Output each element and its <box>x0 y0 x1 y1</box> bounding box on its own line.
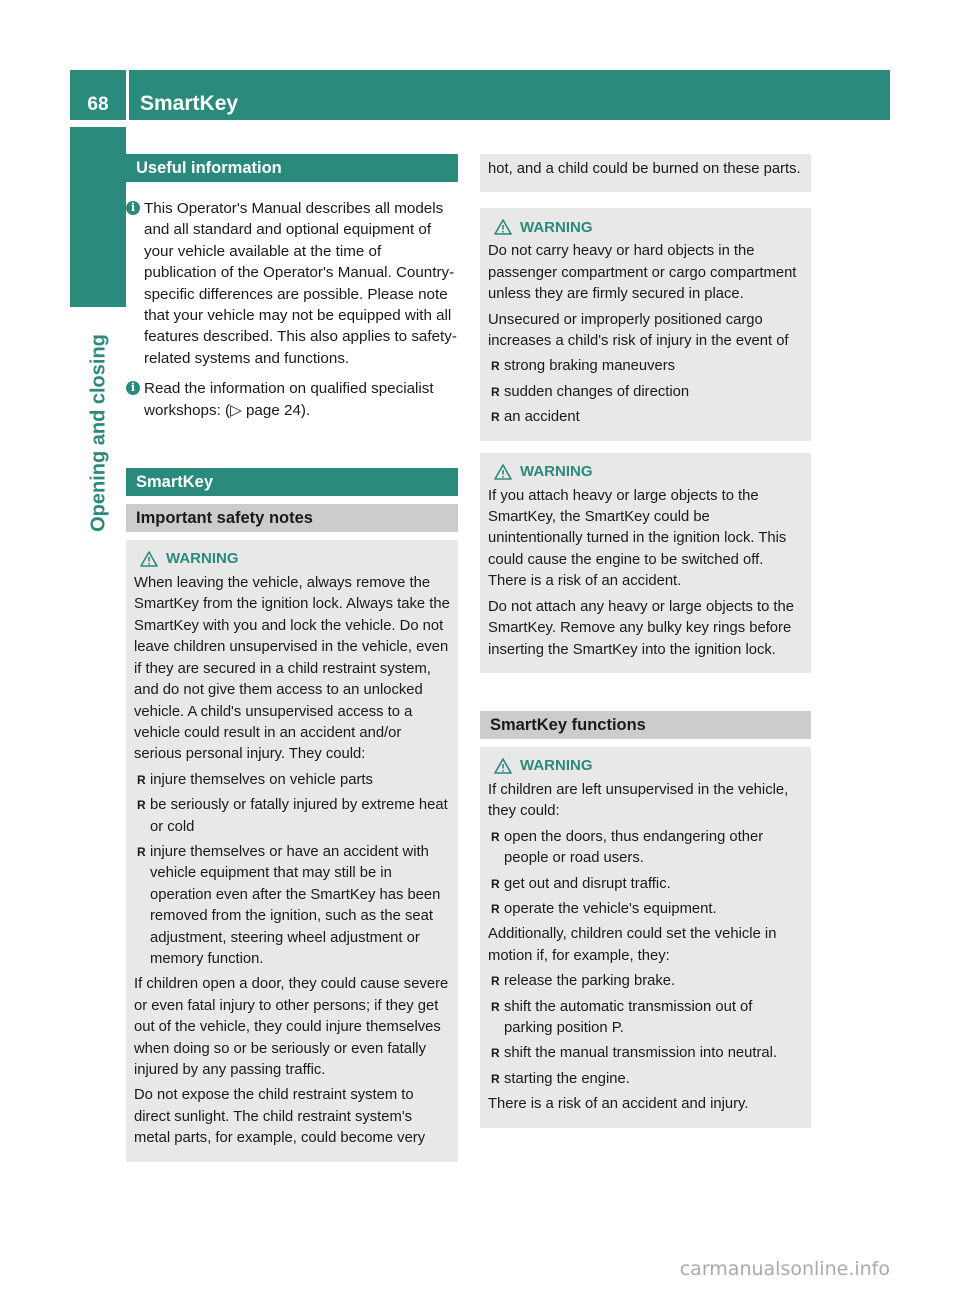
info-note-text: This Operator's Manual describes all models and all standard and optional equipment of your vehicle available at the time of publication of the Operator's Manual. Country-specific differences are possible. Please note that your vehicle may not be equipped with all features described. This also applies to safety-related systems and functions. <box>144 200 457 367</box>
warning-triangle-icon <box>140 551 158 567</box>
warning-continuation <box>480 154 811 192</box>
warning-label: WARNING <box>520 462 593 480</box>
warning-label: WARNING <box>520 757 593 775</box>
warning-box <box>480 453 811 673</box>
list-item: R an accident <box>491 409 580 426</box>
info-icon: i <box>126 381 140 395</box>
warning-list <box>488 827 803 921</box>
warning-box <box>480 208 811 440</box>
info-note <box>126 378 458 421</box>
warning-text: Additionally, children could set the vehicle in motion if, for example, they: <box>488 926 777 964</box>
warning-text: Do not expose the child restraint system to direct sunlight. The child restraint system's metal parts, for example, could become very <box>134 1087 426 1147</box>
list-item: R get out and disrupt traffic. <box>491 875 671 892</box>
list-item: R shift the manual transmission into neutral. <box>491 1045 778 1062</box>
chapter-tab-label: Opening and closing <box>87 334 110 532</box>
warning-box <box>480 747 811 1128</box>
warning-text: If you attach heavy or large objects to the SmartKey, the SmartKey could be unintentionally turned in the ignition lock. This could cause the engine to be switched off. There is a risk of an accident. <box>488 487 787 590</box>
info-note-text: Read the information on qualified specialist workshops: (▷ page 24). <box>144 380 434 419</box>
smartkey-functions-heading: SmartKey functions <box>480 711 811 739</box>
warning-list <box>134 770 450 971</box>
warning-text: hot, and a child could be burned on these parts. <box>488 161 801 177</box>
list-item: R starting the engine. <box>491 1070 630 1087</box>
warning-triangle-icon <box>494 464 512 480</box>
page-number: 68 <box>87 94 109 115</box>
page-title: SmartKey <box>140 92 239 115</box>
chapter-tab <box>84 318 114 548</box>
list-item: R release the parking brake. <box>491 973 676 990</box>
warning-list <box>488 971 803 1090</box>
info-icon: i <box>126 201 140 215</box>
list-item: R operate the vehicle's equipment. <box>491 900 717 917</box>
list-item: R be seriously or fatally injured by extreme heat or cold <box>137 797 448 835</box>
warning-header <box>488 755 803 777</box>
warning-text: If children open a door, they could cause severe or even fatal injury to other persons; if they get out of the vehicle, they could injure themselves when doing so or be seriously or even fatally injured by any passing traffic. <box>134 976 449 1078</box>
smartkey-heading: SmartKey <box>126 468 458 496</box>
list-item: R injure themselves or have an accident with vehicle equipment that may still be in operation even after the SmartKey has been removed from the ignition, such as the seat adjustment, steering wheel adjustment or memory function. <box>137 843 441 967</box>
warning-label: WARNING <box>166 550 239 568</box>
warning-header <box>488 461 803 483</box>
safety-notes-heading: Important safety notes <box>126 504 458 532</box>
list-item: R sudden changes of direction <box>491 383 690 400</box>
warning-text: There is a risk of an accident and injury. <box>488 1096 749 1113</box>
list-item: R shift the automatic transmission out of parking position P. <box>491 998 753 1036</box>
header-divider <box>126 70 129 120</box>
warning-list <box>488 356 803 428</box>
side-color-block <box>70 127 126 307</box>
left-column <box>126 154 458 1162</box>
watermark: carmanualsonline.info <box>679 1258 890 1280</box>
warning-header <box>488 216 803 238</box>
warning-label: WARNING <box>520 218 593 236</box>
warning-text: Unsecured or improperly positioned cargo increases a child's risk of injury in the event of <box>488 311 789 350</box>
warning-text: Do not carry heavy or hard objects in the passenger compartment or cargo compartment unless they are firmly secured in place. <box>488 243 797 303</box>
list-item: R open the doors, thus endangering other people or road users. <box>491 828 764 867</box>
list-item: R injure themselves on vehicle parts <box>137 771 373 788</box>
warning-text: If children are left unsupervised in the vehicle, they could: <box>488 781 789 820</box>
right-column <box>480 154 811 1128</box>
warning-text: When leaving the vehicle, always remove the SmartKey from the ignition lock. Always take the SmartKey with you and lock the vehicle. Do not leave children unsupervised in the vehicle, even if they are secured in a child restraint system, and do not give them access to an unlocked vehicle. A child's unsupervised access to a vehicle could result in an accident and/or serious personal injury. They could: <box>134 575 450 763</box>
warning-header <box>134 548 450 570</box>
warning-triangle-icon <box>494 758 512 774</box>
warning-triangle-icon <box>494 219 512 235</box>
useful-info-heading: Useful information <box>126 154 458 182</box>
warning-box <box>126 540 458 1162</box>
warning-text: Do not attach any heavy or large objects to the SmartKey. Remove any bulky key rings before inserting the SmartKey into the ignition lock. <box>488 598 794 658</box>
list-item: R strong braking maneuvers <box>491 358 676 375</box>
info-note <box>126 198 458 369</box>
